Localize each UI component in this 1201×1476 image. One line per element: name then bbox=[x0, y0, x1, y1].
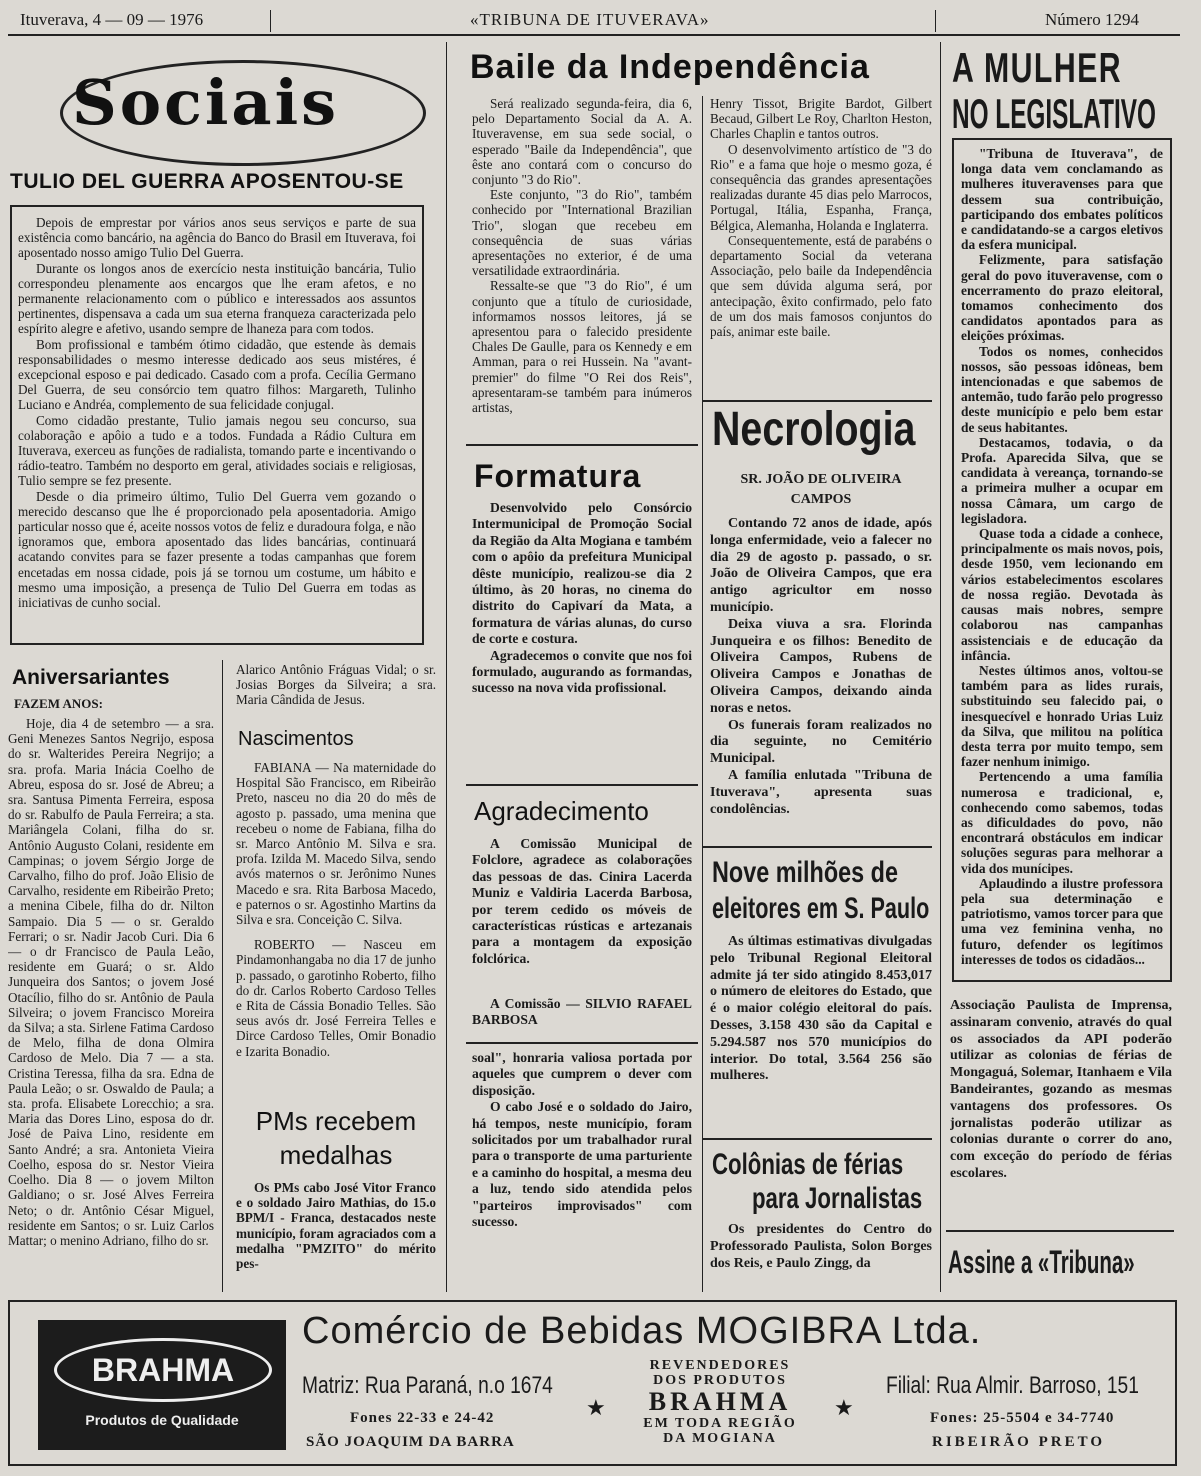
paragraph: Hoje, dia 4 de setembro — a sra. Geni Menezes Santos Negrijo, esposa do sr. Walterides Pereira Negrijo; a sra. profa. Maria Inácia Coelho de Abreu, esposa do sr. José de Abreu; a sra. Santusa Pimenta Ferreira, esposa do sr. Rabulfo de Paula Ferreira; a sta. Mariângela Colani, filha do sr. Antônio Augusto Colani, residente em Campinas; o jovem Sérgio Jorge de Carvalho, filho do prof. João Elisio de Carvalho, residente em Ribeirão Preto; a menina Cibele, filha do dr. Nilton Sampaio. Dia 5 — o sr. Geraldo Ferrari; o sr. Nadir Jacob Curi. Dia 6 — o dr Francisco de Paula Leão, residente em Guará; o sr. Aldo Junqueira dos Santos; o jovem José Otacílio, filho do sr. Antônio de Paula Silveira; o jovem Francisco Moreira da Silva; a sta. Sirlene Fatima Cardoso de Melo, filha de dona Olmira Cardoso de Melo. Dia 7 — a sta. Cristina Teressa, filha da sra. Edna de Paula Leão; o sr. Oswaldo de Paula; a sta. profa. Elisabete Lorecchio; a sra. Maria das Dores Lino, esposa do dr. José de Paiva Lino, residente em Santo André; a sra. Antonieta Vieira Coelho, esposa do sr. Nestor Vieira Coelho. Dia 8 — o jovem Milton Galdiano; o sr. José Alves Ferreira Neto; o dr. Antônio César Miguel, residente em Santos; o sr. Luiz Carlos Mattar; o menino Adriano, filho do sr. bbox=[8, 716, 214, 1248]
ad-filial-phones: Fones: 25-5504 e 34-7740 bbox=[930, 1410, 1115, 1426]
ad-filial-city: RIBEIRÃO PRETO bbox=[932, 1434, 1106, 1450]
star-icon: ★ bbox=[834, 1396, 854, 1421]
paragraph: Destacamos, todavia, o da Profa. Aparecida Silva, que se candidata à vereança, tornando-se a primeira mulher a ocupar em nossa Câmara, um cargo de legisladora. bbox=[961, 434, 1163, 526]
paragraph: Como cidadão prestante, Tulio jamais negou seu concurso, sua colaboração e apôio a tudo e a todos. Fundada a Rádio Cultura em Ituverava, exerceu as funções de radialista, tomando parte e incentivando o rádio-teatro. Também no desporto em geral, atividades sociais e religiosas, Tulio sempre se fez presente. bbox=[18, 412, 416, 489]
baile-title: Baile da Independência bbox=[470, 48, 870, 86]
mulher-title-line-1: A MULHER bbox=[952, 44, 1122, 91]
brahma-logo-box bbox=[38, 1320, 286, 1450]
eleitores-body bbox=[710, 934, 932, 1130]
paragraph: Será realizado segunda-feira, dia 6, pelo Departamento Social da A. A. Ituveravense, em sua sede social, o esperado "Baile da Independência", que êste ano contará com o concurso do conjunto "3 do Rio". bbox=[472, 96, 692, 188]
ad-reseller-block bbox=[620, 1358, 820, 1446]
paragraph: soal", honraria valiosa portada por aqueles que cumprem o dever com disposição. bbox=[472, 1050, 692, 1098]
ad-matriz-phones: Fones 22-33 e 24-42 bbox=[350, 1410, 495, 1426]
paragraph: Contando 72 anos de idade, após longa enfermidade, veio a falecer no dia 29 de agosto p. passado, o sr. João de Oliveira Campos, que era antigo agricultor em nosso município. bbox=[710, 516, 932, 615]
page-header bbox=[10, 6, 1185, 32]
eleitores-title-line-2: eleitores em S. Paulo bbox=[712, 892, 930, 925]
column-rule bbox=[702, 96, 703, 1292]
paragraph: Depois de emprestar por vários anos seus serviços e parte de sua existência como bancário, na agência do Banco do Brasil em Ituverava, foi aposentado nosso amigo Tulio Del Guerra. bbox=[18, 215, 416, 261]
paragraph: Deixa viuva a sra. Florinda Junqueira e os filhos: Benedito de Oliveira Campos, Rubens de Oliveira Campos e Jonathas de Oliveira Campos, deixando ainda noras e netos. bbox=[710, 616, 932, 716]
paragraph: Desde o dia primeiro último, Tulio Del Guerra vem gozando o merecido descanso que lhe é proporcionado pela aposentadoria. Amigo particular nosso que é, aceite nossos votos de feliz e duradoura folga, e não ignoramos que, embora aposentado das lides bancárias, continuará acatando convites para se fazer presente a todas campanhas que forem encetadas em nossa cidade, pois já se tornou um costume, um hábito e mesmo uma imposição, a presença de Tulio Del Guerra em todas as iniciativas de cunho social. bbox=[18, 488, 416, 611]
colonias-continued bbox=[950, 998, 1172, 1222]
section-rule bbox=[946, 1230, 1174, 1232]
section-rule bbox=[466, 444, 698, 446]
header-divider bbox=[935, 10, 936, 32]
paragraph: Todos os nomes, conhecidos nossos, são pessoas idôneas, bem intencionadas e que sabemos de antemão, tudo farão pelo progresso deste município e pelo bem estar de seus habitantes. bbox=[961, 343, 1163, 435]
ad-filial-address: Filial: Rua Almir. Barroso, 151 bbox=[886, 1372, 1139, 1399]
pms-continued bbox=[472, 1050, 692, 1290]
header-date: Ituverava, 4 — 09 — 1976 bbox=[20, 10, 204, 29]
paragraph: O desenvolvimento artístico de "3 do Rio" e a fama que hoje o mesmo goza, é consequência das grandes apresentações realizadas durante 45 dias pelo Marrocos, Portugal, Itália, Espanha, França, Bélgica, Alemanha, Holanda e Inglaterra. bbox=[710, 141, 932, 233]
aniversariantes-title: Aniversariantes bbox=[12, 666, 170, 689]
column-rule bbox=[446, 42, 447, 1292]
nascimentos-title: Nascimentos bbox=[238, 728, 354, 750]
paragraph: O cabo José e o soldado do Jairo, há tempos, neste município, foram solicitados por um trabalhador rural para o transporte de uma parturiente e a caminho do hospital, a mesma deu a luz, tendo sido atendida pelos "parteiros improvisados" com sucesso. bbox=[472, 1099, 692, 1230]
paragraph: Durante os longos anos de exercício nesta instituição bancária, Tulio correspondeu plenamente aos encargos que lhe eram afetos, e no permanente relacionamento com o público e interessados aos assuntos pertinentes, dispensava a cada um sua eterna franqueza caracterizada pelo espírito alegre e afetivo, usando sempre de lhaneza para com todos. bbox=[18, 260, 416, 337]
section-rule bbox=[702, 846, 932, 848]
paragraph: Felizmente, para satisfação geral do povo ituveravense, com o encerramento do prazo eleitoral, tomamos conhecimento dos candidatos apontados para as eleições próximas. bbox=[961, 252, 1163, 344]
aniversariantes-subtitle: FAZEM ANOS: bbox=[14, 696, 103, 711]
header-paper-name: «TRIBUNA DE ITUVERAVA» bbox=[470, 10, 710, 29]
mulher-title-line-2: NO LEGISLATIVO bbox=[952, 90, 1156, 137]
ad-reseller-line: DOS PRODUTOS bbox=[653, 1373, 787, 1388]
nascimentos-body bbox=[236, 760, 436, 1084]
section-rule bbox=[466, 784, 698, 786]
paragraph: Os presidentes do Centro do Professorado Paulista, Solon Borges dos Reis, e Paulo Zingg, da bbox=[710, 1222, 932, 1271]
aniversariantes-continued bbox=[236, 662, 436, 722]
section-rule bbox=[466, 1042, 698, 1044]
paragraph: Alarico Antônio Fráguas Vidal; o sr. Josias Borges da Silveira; a sra. Maria Cândida de Jesus. bbox=[236, 662, 436, 708]
paragraph: FABIANA — Na maternidade do Hospital São Francisco, em Ribeirão Preto, nasceu no dia 20 do mês de agosto p. passado, uma menina que recebeu o nome de Fabiana, filha do sr. Marco Antônio M. Silva e sra. profa. Izilda M. Macedo Silva, sendo avós maternos o sr. Jerônimo Nunes Macedo e sra. Rita Barbosa Macedo, e paternos o sr. Agostinho Martins da Silva e sra. Conceição C. Silva. bbox=[236, 760, 436, 928]
paragraph: Henry Tissot, Brigite Bardot, Gilbert Becaud, Gilbert Le Roy, Charlton Heston, Charles Chaplin e tantos outros. bbox=[710, 96, 932, 142]
ad-reseller-brand: BRAHMA bbox=[648, 1387, 792, 1416]
brahma-logo-subtitle: Produtos de Qualidade bbox=[85, 1412, 239, 1428]
aniversariantes-body bbox=[8, 716, 214, 1294]
agradecimento-title: Agradecimento bbox=[474, 796, 649, 826]
necrologia-title: Necrologia bbox=[712, 403, 916, 456]
paragraph: Os funerais foram realizados no dia seguinte, no Cemitério Municipal. bbox=[710, 717, 932, 767]
column-rule bbox=[222, 660, 223, 1292]
column-rule bbox=[940, 42, 941, 1292]
paragraph: "Tribuna de Ituverava", de longa data vem conclamando as mulheres ituveravenses para que dessem sua contribuição, participando dos embates políticos e candidatando-se a cargos eletivos da esfera municipal. bbox=[961, 146, 1163, 253]
ad-reseller-line: REVENDEDORES bbox=[649, 1358, 791, 1373]
brahma-logo: BRAHMA bbox=[54, 1338, 272, 1402]
formatura-title: Formatura bbox=[474, 458, 642, 494]
paragraph: Ressalte-se que "3 do Rio", é um conjunto que a título de curiosidade, informamos nossos leitores, já se apresentou para o falecido presidente Chales De Gaulle, para os Kennedy e em Amman, para o rei Hussein. Na "avant-premier" do filme "O Rei dos Reis", apresentaram-se também para inúmeros artistas, bbox=[472, 278, 692, 416]
header-rule bbox=[8, 34, 1180, 36]
colonias-title-line-1: Colônias de férias bbox=[712, 1148, 904, 1181]
colonias-body bbox=[710, 1222, 932, 1290]
ad-reseller-line: EM TODA REGIÃO bbox=[643, 1416, 797, 1431]
brahma-advertisement bbox=[8, 1300, 1177, 1466]
sociais-article bbox=[10, 205, 424, 645]
agradecimento-body bbox=[472, 836, 692, 996]
paragraph: Agradecemos o convite que nos foi formulado, augurando as formandas, sucesso na nova vida profissional. bbox=[472, 647, 692, 696]
sociais-logo: Sociais bbox=[72, 66, 340, 139]
formatura-body bbox=[472, 500, 692, 780]
paragraph: Pertencendo a uma família numerosa e tradicional, e, conhecendo como sabemos, todas as dificuldades do povo, não encontrará obstáculos em indicar soluções seguras para melhorar a vida dos munícipes. bbox=[961, 769, 1163, 876]
ad-reseller-line: DA MOGIANA bbox=[663, 1431, 777, 1446]
baile-column-2 bbox=[710, 96, 932, 394]
baile-column-1 bbox=[472, 96, 692, 436]
ad-matriz-city: SÃO JOAQUIM DA BARRA bbox=[306, 1434, 515, 1450]
header-divider bbox=[270, 10, 271, 32]
necrologia-body bbox=[710, 516, 932, 836]
sociais-headline: TULIO DEL GUERRA APOSENTOU-SE bbox=[10, 170, 404, 193]
ad-company-name: Comércio de Bebidas MOGIBRA Ltda. bbox=[302, 1310, 982, 1352]
paragraph: A Comissão — SILVIO RAFAEL BARBOSA bbox=[472, 996, 692, 1028]
necrologia-subtitle: SR. JOÃO DE OLIVEIRA CAMPOS bbox=[740, 472, 902, 507]
paragraph: Aplaudindo a ilustre professora pela sua determinação e patriotismo, vamos torcer para que uma vez feminina venha, no futuro, defender os legítimos interesses de todos os cidadãos... bbox=[961, 875, 1163, 967]
paragraph: As últimas estimativas divulgadas pelo Tribunal Regional Eleitoral admite já ter sido atingido 8.453,017 o número de eleitores do Estado, que é o maior colégio eleitoral do país. Desses, 3.158 430 são da Capital e 5.294.587 nos 570 municípios do interior. Do total, 3.564 256 são mulheres. bbox=[710, 934, 932, 1084]
paragraph: ROBERTO — Nasceu em Pindamonhangaba no dia 17 de junho p. passado, o garotinho Roberto, filho do dr. Carlos Roberto Cardoso Telles e Rita de Cássia Bonadio Telles. São seus avós dr. José Ferreira Telles e Dirce Cardoso Telles, Omir Bonadio e Izarita Bonadio. bbox=[236, 937, 436, 1059]
mulher-article bbox=[952, 138, 1172, 982]
paragraph: Associação Paulista de Imprensa, assinaram convenio, através do qual os associados da API poderão utilizar as colonias de férias de Mongaguá, Solemar, Itanhaem e Vila Bandeirantes, gozando as mesmas vantagens dos professores. Os jornalistas poderão utilizar as colonias durante o correr do ano, com exceção do período de férias escolares. bbox=[950, 998, 1172, 1181]
star-icon: ★ bbox=[586, 1396, 606, 1421]
colonias-title-line-2: para Jornalistas bbox=[752, 1182, 923, 1215]
paragraph: Bom profissional e também ótimo cidadão, que estende às demais responsabilidades o mesmo interesse dedicado aos seus mistéres, é excepcional esposo e pai dedicado. Casado com a profa. Cecília Germano Del Guerra, de seu consórcio tem quatro filhos: Margareth, Tulinho Luciano e Andréa, complemento de sua felicidade conjugal. bbox=[18, 336, 416, 413]
paragraph: Nestes últimos anos, voltou-se também para as lides rurais, substituindo seu falecido pai, o inesquecível e honrado Urias Luiz da Silva, que militou na política desta terra por muito tempo, sem fazer nenhum inimigo. bbox=[961, 662, 1163, 770]
pms-body bbox=[236, 1180, 436, 1290]
assine-tribuna: Assine a «Tribuna» bbox=[948, 1244, 1135, 1280]
paragraph: Quase toda a cidade a conhece, principalmente os mais novos, pois, desde 1950, vem lecionando em vários estabelecimentos escolares de nossa região. Devotada às causas mais nobres, sempre colaborou nas campanhas assistenciais e de educação da infância. bbox=[961, 526, 1163, 663]
paragraph: Desenvolvido pelo Consórcio Intermunicipal de Promoção Social da Região da Alta Mogiana e também com o apôio da prefeitura Municipal dêste município, realizou-se dia 2 último, às 20 horas, no cinema do distrito do Capivarí da Mata, a formatura de várias alunas, do curso de corte e costura. bbox=[472, 500, 692, 647]
paragraph: Os PMs cabo José Vitor Franco e o soldado Jairo Mathias, do 15.o BPM/I - Franca, destacados neste município, foram agraciados com a medalha "PMZITO" do mérito pes- bbox=[236, 1180, 436, 1272]
paragraph: Consequentemente, está de parabéns o departamento Social da veterana Associação, pelo baile da Independência que sem dúvida alguma será, por antecipação, êxito confirmado, pelo fato de um dos mais famosos conjuntos do país, animar este baile. bbox=[710, 232, 932, 340]
paragraph: Este conjunto, "3 do Rio", também conhecido por "International Brazilian Trio", slogan que recebeu em consequência de suas várias apresentações no exterior, é de uma versatilidade extraordinária. bbox=[472, 187, 692, 279]
pms-title: PMs recebem medalhas bbox=[255, 1106, 417, 1170]
ad-matriz-address: Matriz: Rua Paraná, n.o 1674 bbox=[302, 1372, 553, 1399]
header-issue-number: Número 1294 bbox=[1045, 10, 1139, 29]
section-rule bbox=[702, 1138, 932, 1140]
eleitores-title-line-1: Nove milhões de bbox=[712, 856, 898, 889]
paragraph: A família enlutada "Tribuna de Ituverava", apresenta suas condolências. bbox=[710, 767, 932, 817]
paragraph: A Comissão Municipal de Folclore, agradece as colaborações das pessoas de das. Cinira Lacerda Muniz e Valdiria Lacerda Barbosa, por terem cedido os móveis de características rústicas e artezanais para a montagem da exposição folclórica. bbox=[472, 836, 692, 966]
agradecimento-signature bbox=[472, 996, 692, 1032]
